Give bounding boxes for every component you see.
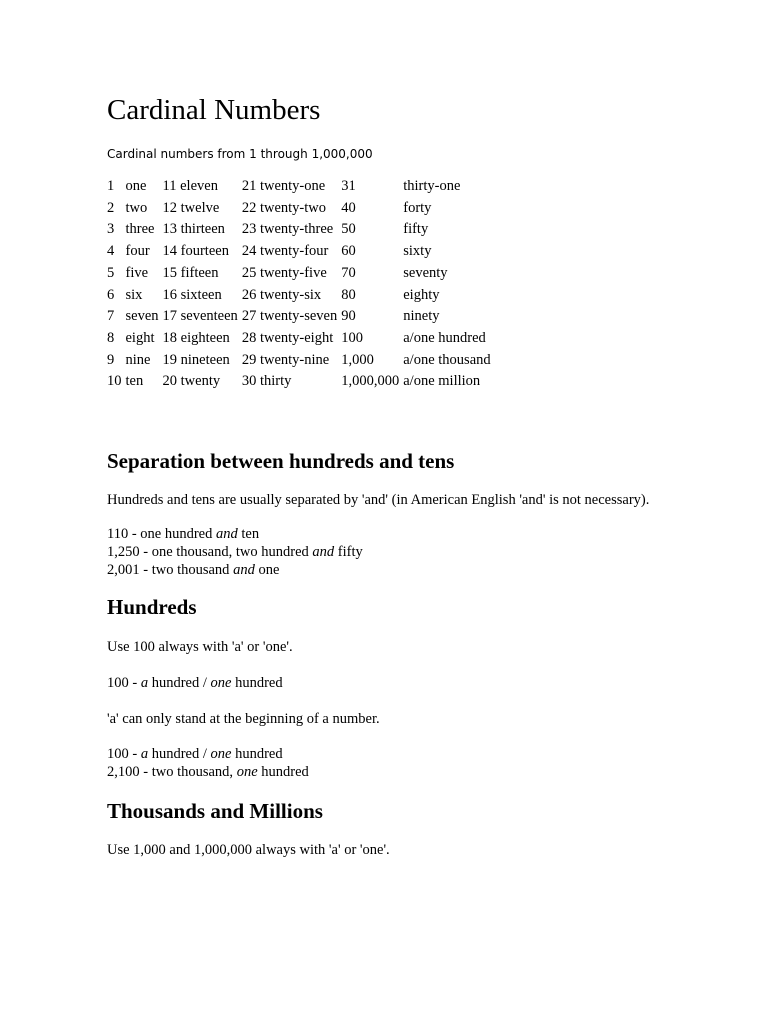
table-cell: 17 seventeen — [162, 308, 238, 325]
section-heading-thousands: Thousands and Millions — [107, 799, 323, 824]
table-cell: 4 — [107, 243, 115, 260]
hundreds-example-1: 100 - a hundred / one hundred — [107, 675, 283, 692]
table-cell: 10 — [107, 373, 122, 390]
table-cell: thirty-one — [403, 178, 461, 194]
table-cell: 16 sixteen — [162, 286, 222, 303]
table-row — [105, 198, 493, 220]
table-cell: 13 thirteen — [162, 221, 225, 238]
document-content — [107, 92, 707, 860]
table-cell: seventy — [403, 264, 448, 281]
table-row — [105, 241, 493, 263]
table-cell: 29 twenty-nine — [241, 351, 330, 368]
table-cell: four — [125, 243, 150, 260]
table-cell: 1,000,000 — [341, 373, 400, 390]
table-cell: ninety — [403, 308, 440, 325]
table-cell: 7 — [107, 308, 115, 325]
table-cell: 23 twenty-three — [241, 221, 334, 238]
hundreds-example-3: 2,100 - two thousand, one hundred — [107, 764, 309, 781]
table-cell: 2 — [107, 199, 115, 216]
section-heading-hundreds: Hundreds — [107, 595, 197, 620]
table-cell: two — [125, 199, 148, 216]
table-row — [105, 350, 493, 372]
table-cell: one — [125, 178, 147, 194]
hundreds-text-2: 'a' can only stand at the beginning of a number. — [107, 711, 380, 728]
table-cell: a/one hundred — [403, 329, 486, 346]
table-cell: seven — [125, 308, 159, 325]
table-row — [105, 285, 493, 307]
table-cell: 27 twenty-seven — [241, 308, 338, 325]
table-cell: 1,000 — [341, 351, 374, 368]
table-cell: eighty — [403, 286, 440, 303]
table-cell: 70 — [341, 264, 356, 281]
table-cell: 9 — [107, 351, 115, 368]
page-title: Cardinal Numbers — [107, 94, 321, 126]
table-cell: 60 — [341, 243, 356, 260]
table-row — [105, 371, 493, 393]
table-cell: 11 eleven — [162, 178, 218, 194]
thousands-text: Use 1,000 and 1,000,000 always with 'a' or 'one'. — [107, 842, 390, 859]
table-cell: 24 twenty-four — [241, 243, 329, 260]
table-row — [105, 219, 493, 241]
separation-examples — [107, 525, 707, 579]
table-cell: 28 twenty-eight — [241, 329, 334, 346]
section-heading-separation: Separation between hundreds and tens — [107, 449, 455, 474]
table-cell: 22 twenty-two — [241, 199, 326, 216]
table-cell: 20 twenty — [162, 373, 221, 390]
table-cell: 40 — [341, 199, 356, 216]
separation-example: 110 - one hundred and ten — [107, 526, 260, 543]
cardinal-numbers-table — [105, 176, 493, 393]
table-cell: six — [125, 286, 143, 303]
table-cell: 12 twelve — [162, 199, 220, 216]
table-cell: 15 fifteen — [162, 264, 219, 281]
table-cell: 1 — [107, 178, 115, 194]
table-cell: a/one thousand — [403, 351, 491, 368]
table-cell: sixty — [403, 243, 432, 260]
table-row — [105, 176, 493, 198]
table-row — [105, 263, 493, 285]
hundreds-example-2: 100 - a hundred / one hundred — [107, 746, 283, 763]
separation-text: Hundreds and tens are usually separated by 'and' (in American English 'and' is not necessary). — [107, 492, 650, 509]
table-cell: forty — [403, 199, 432, 216]
table-cell: three — [125, 221, 155, 238]
table-cell: 90 — [341, 308, 356, 325]
table-cell: 80 — [341, 286, 356, 303]
table-cell: 25 twenty-five — [241, 264, 327, 281]
table-cell: ten — [125, 373, 144, 390]
table-cell: 100 — [341, 329, 363, 346]
page-subtitle: Cardinal numbers from 1 through 1,000,000 — [107, 147, 373, 161]
table-cell: 14 fourteen — [162, 243, 229, 260]
table-cell: 19 nineteen — [162, 351, 230, 368]
separation-example: 1,250 - one thousand, two hundred and fifty — [107, 544, 363, 561]
table-cell: 50 — [341, 221, 356, 238]
table-cell: 31 — [341, 178, 356, 194]
table-cell: 3 — [107, 221, 115, 238]
separation-example: 2,001 - two thousand and one — [107, 562, 280, 579]
hundreds-text-1: Use 100 always with 'a' or 'one'. — [107, 639, 293, 656]
table-cell: 21 twenty-one — [241, 178, 326, 194]
table-cell: eight — [125, 329, 155, 346]
table-cell: 26 twenty-six — [241, 286, 322, 303]
table-row — [105, 328, 493, 350]
table-cell: fifty — [403, 221, 429, 238]
table-cell: nine — [125, 351, 151, 368]
table-cell: 30 thirty — [241, 373, 292, 390]
table-cell: 18 eighteen — [162, 329, 230, 346]
table-cell: 6 — [107, 286, 115, 303]
table-cell: 5 — [107, 264, 115, 281]
table-row — [105, 306, 493, 328]
table-cell: 8 — [107, 329, 115, 346]
table-cell: five — [125, 264, 149, 281]
table-cell: a/one million — [403, 373, 481, 390]
